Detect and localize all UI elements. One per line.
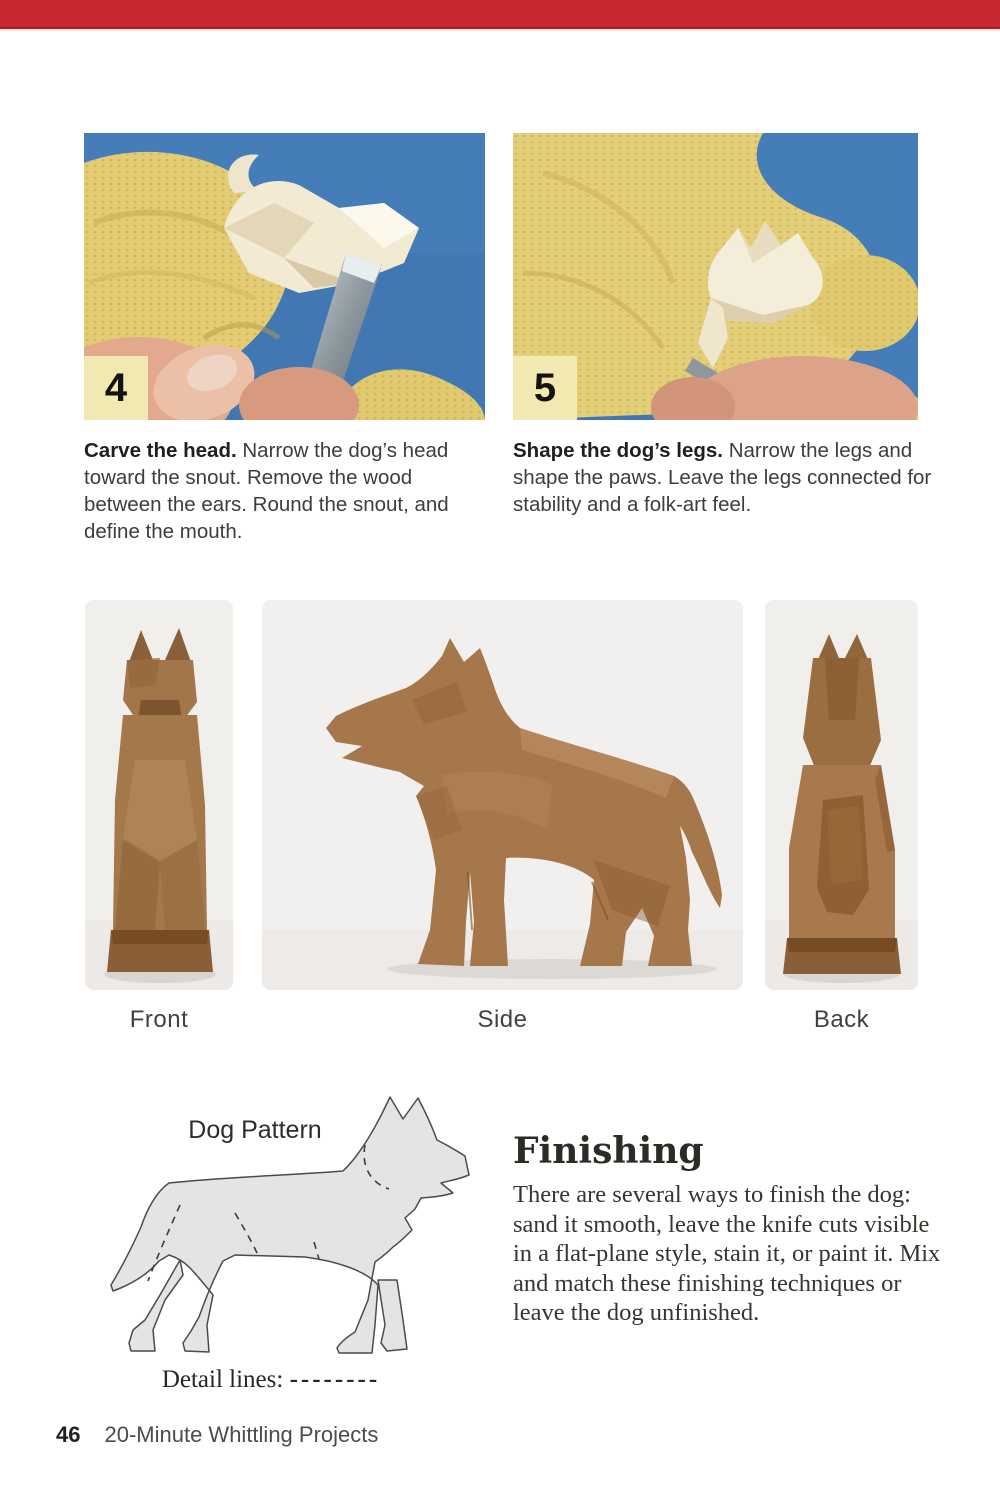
- dog-front-illustration: [85, 600, 233, 990]
- label-back: Back: [813, 1006, 870, 1033]
- step-4-body: Narrow the dog’s head toward the snout. Remove the wood between the ears. Round the snout, and define the mouth.: [84, 439, 449, 543]
- step-5-photo: [513, 133, 918, 420]
- legend-label: Detail lines:: [161, 1366, 284, 1393]
- book-title: 20-Minute Whittling Projects: [104, 1422, 379, 1447]
- legend-dash-sample: --------: [289, 1366, 381, 1393]
- step-5-caption: [513, 437, 937, 518]
- step-number-badge: [84, 356, 148, 420]
- label-front: Front: [129, 1006, 189, 1033]
- dog-back-illustration: [765, 600, 918, 990]
- pattern-legend: [85, 1366, 457, 1394]
- step-4-caption: [84, 437, 476, 545]
- top-accent-bar: [0, 0, 1000, 29]
- step-5-title: Shape the dog’s legs.: [513, 439, 723, 462]
- step-number: 5: [533, 365, 557, 410]
- step-number-badge: [513, 356, 577, 420]
- step-4-title: Carve the head.: [84, 439, 237, 462]
- dog-front-photo: [85, 600, 233, 990]
- dog-side-photo: [262, 600, 743, 990]
- step-5-body: Narrow the legs and shape the paws. Leave the legs connected for stability and a folk-art feel.: [513, 439, 932, 516]
- pattern-title: Dog Pattern: [188, 1116, 322, 1144]
- step-number: 4: [104, 365, 128, 410]
- finishing-heading: Finishing: [513, 1130, 704, 1172]
- finishing-body: There are several ways to finish the dog: sand it smooth, leave the knife cuts visible in a flat-plane style, stain it, or paint it. Mix and match these finishing techniques or leave the dog unfinished.: [513, 1181, 941, 1326]
- page-footer: [56, 1422, 378, 1448]
- page-number: 46: [56, 1422, 81, 1447]
- step-4-photo: [84, 133, 485, 420]
- label-side: Side: [477, 1006, 528, 1033]
- dog-back-photo: [765, 600, 918, 990]
- dog-side-illustration: [262, 600, 743, 990]
